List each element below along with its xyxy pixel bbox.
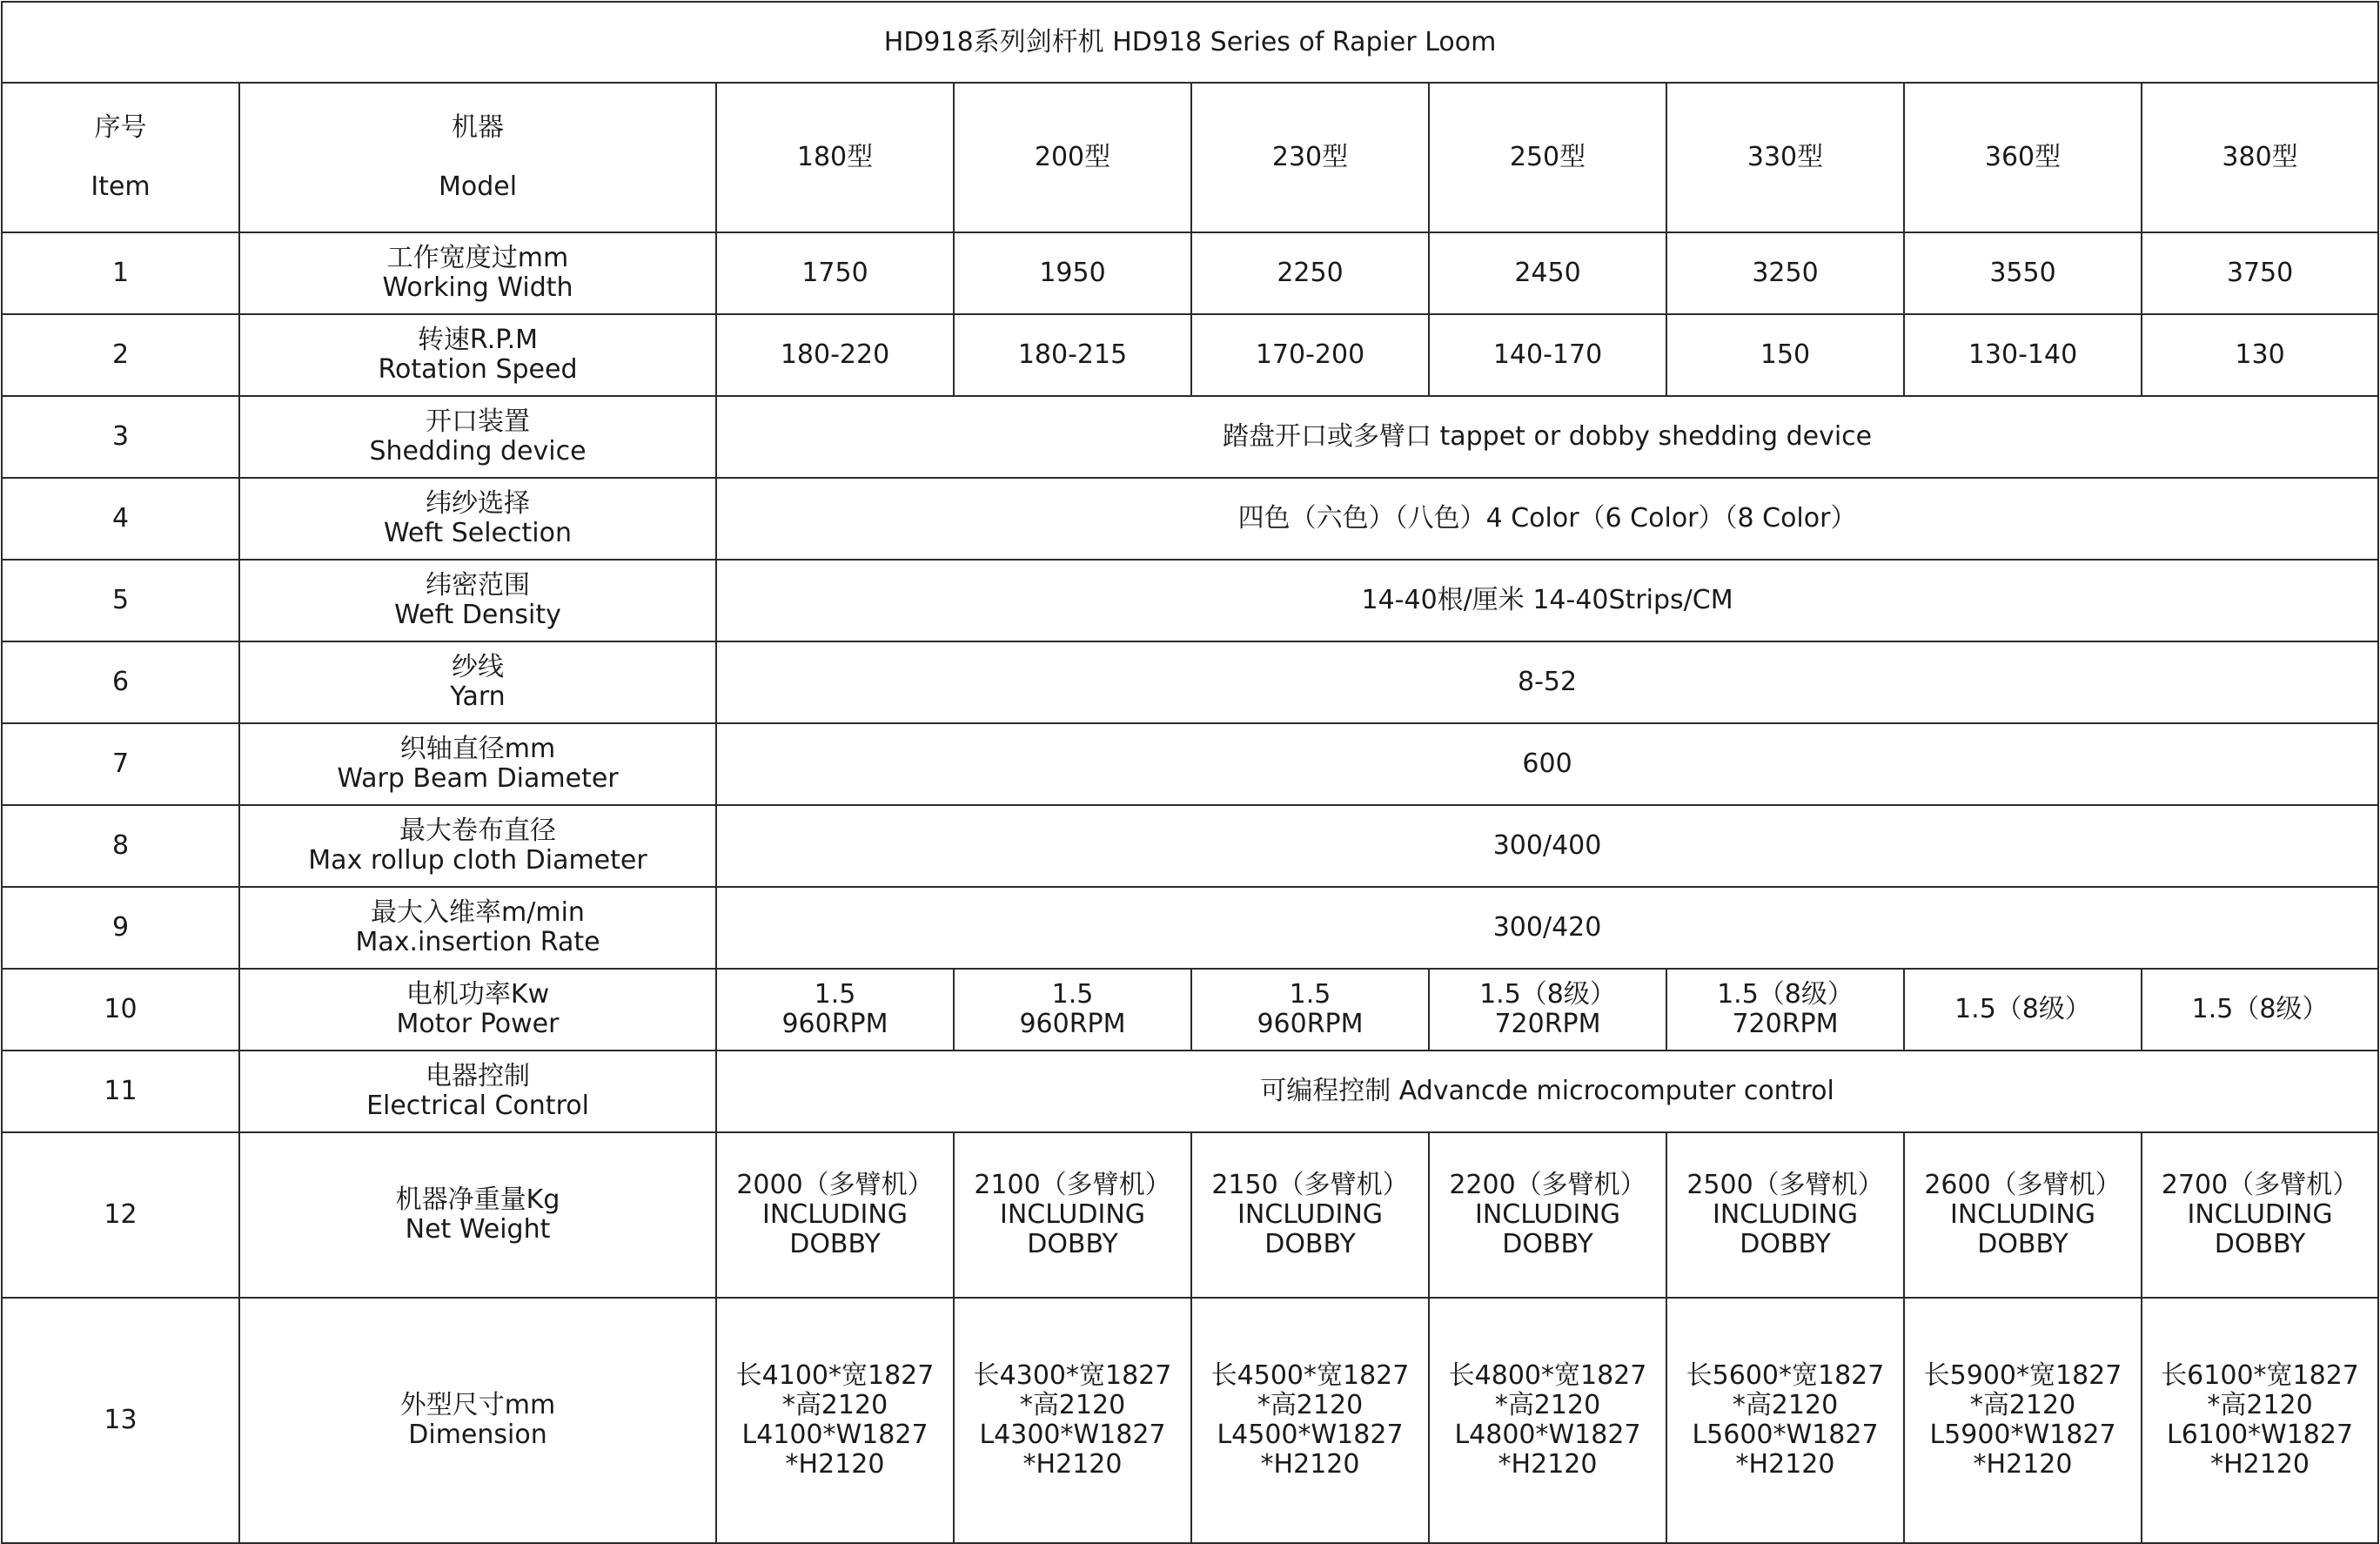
spec-value: 2100（多臂机） INCLUDING DOBBY bbox=[954, 1132, 1191, 1298]
spec-label bbox=[239, 478, 716, 560]
item-number: 6 bbox=[2, 641, 239, 723]
spec-label-en: Motor Power bbox=[396, 1009, 560, 1039]
spec-label-zh: 外型尺寸mm bbox=[399, 1390, 556, 1420]
spec-value: 1750 bbox=[716, 232, 954, 314]
spec-value: 长4100*宽1827 *高2120 L4100*W1827 *H2120 bbox=[716, 1298, 954, 1543]
spec-label-zh: 机器净重量Kg bbox=[395, 1185, 560, 1215]
model-header-en: Model bbox=[438, 171, 518, 202]
spec-value: 140-170 bbox=[1429, 314, 1666, 396]
spec-value: 1.5（8级） bbox=[1904, 969, 2142, 1051]
spec-label-en: Warp Beam Diameter bbox=[337, 763, 619, 794]
table-row bbox=[2, 396, 2378, 478]
spec-label-zh: 电机功率Kw bbox=[406, 979, 550, 1010]
spec-label-en: Electrical Control bbox=[366, 1091, 589, 1121]
spec-value: 1.5（8级） 720RPM bbox=[1429, 969, 1666, 1051]
table-row bbox=[2, 805, 2378, 887]
spec-label bbox=[239, 314, 716, 396]
spec-label bbox=[239, 1051, 716, 1132]
spec-label-en: Working Width bbox=[382, 272, 573, 303]
model-column-header: 380型 bbox=[2142, 83, 2378, 232]
spec-label-zh: 最大卷布直径 bbox=[399, 816, 556, 846]
spec-label-en: Yarn bbox=[450, 681, 506, 712]
model-column-header: 330型 bbox=[1666, 83, 1904, 232]
spec-label-zh: 开口装置 bbox=[426, 406, 530, 437]
item-header bbox=[2, 83, 239, 232]
table-row bbox=[2, 641, 2378, 723]
spec-value: 1.5 960RPM bbox=[954, 969, 1191, 1051]
spec-label bbox=[239, 1132, 716, 1298]
item-number: 7 bbox=[2, 723, 239, 805]
spec-value-merged: 300/400 bbox=[716, 805, 2378, 887]
spec-label bbox=[239, 969, 716, 1051]
spec-value-merged: 8-52 bbox=[716, 641, 2378, 723]
spec-value-merged: 踏盘开口或多臂口 tappet or dobby shedding device bbox=[716, 396, 2378, 478]
spec-value: 3750 bbox=[2142, 232, 2378, 314]
title-row bbox=[2, 2, 2378, 83]
spec-label-zh: 转速R.P.M bbox=[417, 325, 539, 355]
item-number: 1 bbox=[2, 232, 239, 314]
spec-label bbox=[239, 396, 716, 478]
spec-label-en: Dimension bbox=[408, 1420, 547, 1450]
spec-label-en: Weft Selection bbox=[384, 518, 572, 548]
spec-value-merged: 600 bbox=[716, 723, 2378, 805]
spec-label-zh: 工作宽度过mm bbox=[386, 243, 569, 273]
item-header-en: Item bbox=[91, 171, 151, 202]
spec-value: 130-140 bbox=[1904, 314, 2142, 396]
spec-label-en: Net Weight bbox=[405, 1214, 551, 1245]
model-header bbox=[239, 83, 716, 232]
table-row bbox=[2, 1051, 2378, 1132]
spec-value-merged: 14-40根/厘米 14-40Strips/CM bbox=[716, 560, 2378, 641]
spec-value: 3550 bbox=[1904, 232, 2142, 314]
spec-value: 180-220 bbox=[716, 314, 954, 396]
spec-value: 2200（多臂机） INCLUDING DOBBY bbox=[1429, 1132, 1666, 1298]
spec-label-zh: 纱线 bbox=[452, 652, 504, 682]
spec-label-zh: 最大入维率m/min bbox=[371, 897, 585, 928]
table-row bbox=[2, 723, 2378, 805]
spec-label bbox=[239, 805, 716, 887]
spec-value-merged: 可编程控制 Advancde microcomputer control bbox=[716, 1051, 2378, 1132]
spec-value: 2600（多臂机） INCLUDING DOBBY bbox=[1904, 1132, 2142, 1298]
item-header-zh: 序号 bbox=[94, 112, 147, 143]
spec-value: 1950 bbox=[954, 232, 1191, 314]
spec-value: 2250 bbox=[1191, 232, 1429, 314]
spec-value: 1.5（8级） bbox=[2142, 969, 2378, 1051]
spec-label-en: Max.insertion Rate bbox=[355, 927, 600, 957]
spec-value: 长5900*宽1827 *高2120 L5900*W1827 *H2120 bbox=[1904, 1298, 2142, 1543]
spec-label-en: Rotation Speed bbox=[378, 354, 578, 385]
spec-value: 长4500*宽1827 *高2120 L4500*W1827 *H2120 bbox=[1191, 1298, 1429, 1543]
spec-label bbox=[239, 641, 716, 723]
spec-value: 长4800*宽1827 *高2120 L4800*W1827 *H2120 bbox=[1429, 1298, 1666, 1543]
spec-label bbox=[239, 1298, 716, 1543]
spec-label-en: Max rollup cloth Diameter bbox=[308, 845, 647, 876]
header-row bbox=[2, 83, 2378, 232]
spec-label bbox=[239, 887, 716, 969]
item-number: 2 bbox=[2, 314, 239, 396]
spec-label-zh: 织轴直径mm bbox=[399, 734, 556, 764]
spec-label-en: Shedding device bbox=[369, 436, 587, 467]
spec-value: 3250 bbox=[1666, 232, 1904, 314]
spec-label-zh: 纬密范围 bbox=[426, 570, 530, 601]
spec-value: 2150（多臂机） INCLUDING DOBBY bbox=[1191, 1132, 1429, 1298]
spec-value: 2500（多臂机） INCLUDING DOBBY bbox=[1666, 1132, 1904, 1298]
spec-value: 130 bbox=[2142, 314, 2378, 396]
item-number: 9 bbox=[2, 887, 239, 969]
spec-label bbox=[239, 723, 716, 805]
spec-label-en: Weft Density bbox=[394, 600, 561, 630]
spec-table bbox=[1, 1, 2379, 1544]
spec-value: 长4300*宽1827 *高2120 L4300*W1827 *H2120 bbox=[954, 1298, 1191, 1543]
model-column-header: 360型 bbox=[1904, 83, 2142, 232]
spec-value-merged: 四色（六色）（八色）4 Color（6 Color）（8 Color） bbox=[716, 478, 2378, 560]
spec-value: 2000（多臂机） INCLUDING DOBBY bbox=[716, 1132, 954, 1298]
table-row bbox=[2, 887, 2378, 969]
item-number: 8 bbox=[2, 805, 239, 887]
model-column-header: 180型 bbox=[716, 83, 954, 232]
item-number: 13 bbox=[2, 1298, 239, 1543]
spec-value: 1.5（8级） 720RPM bbox=[1666, 969, 1904, 1051]
spec-value: 2700（多臂机） INCLUDING DOBBY bbox=[2142, 1132, 2378, 1298]
spec-value: 180-215 bbox=[954, 314, 1191, 396]
table-row bbox=[2, 1132, 2378, 1298]
spec-value: 150 bbox=[1666, 314, 1904, 396]
spec-value: 1.5 960RPM bbox=[716, 969, 954, 1051]
spec-label-zh: 纬纱选择 bbox=[426, 488, 530, 519]
spec-table-body bbox=[2, 2, 2378, 1543]
model-column-header: 230型 bbox=[1191, 83, 1429, 232]
spec-value-merged: 300/420 bbox=[716, 887, 2378, 969]
spec-label bbox=[239, 560, 716, 641]
item-number: 4 bbox=[2, 478, 239, 560]
table-row bbox=[2, 314, 2378, 396]
spec-label-zh: 电器控制 bbox=[426, 1061, 530, 1091]
spec-value: 1.5 960RPM bbox=[1191, 969, 1429, 1051]
table-title: HD918系列剑杆机 HD918 Series of Rapier Loom bbox=[2, 2, 2378, 83]
item-number: 11 bbox=[2, 1051, 239, 1132]
table-row bbox=[2, 232, 2378, 314]
item-number: 10 bbox=[2, 969, 239, 1051]
table-row bbox=[2, 478, 2378, 560]
spec-value: 2450 bbox=[1429, 232, 1666, 314]
model-header-zh: 机器 bbox=[452, 112, 504, 143]
model-column-header: 250型 bbox=[1429, 83, 1666, 232]
item-number: 12 bbox=[2, 1132, 239, 1298]
table-row bbox=[2, 1298, 2378, 1543]
spec-label bbox=[239, 232, 716, 314]
item-number: 5 bbox=[2, 560, 239, 641]
spec-value: 长5600*宽1827 *高2120 L5600*W1827 *H2120 bbox=[1666, 1298, 1904, 1543]
spec-value: 170-200 bbox=[1191, 314, 1429, 396]
spec-value: 长6100*宽1827 *高2120 L6100*W1827 *H2120 bbox=[2142, 1298, 2378, 1543]
model-column-header: 200型 bbox=[954, 83, 1191, 232]
item-number: 3 bbox=[2, 396, 239, 478]
table-row bbox=[2, 560, 2378, 641]
table-row bbox=[2, 969, 2378, 1051]
